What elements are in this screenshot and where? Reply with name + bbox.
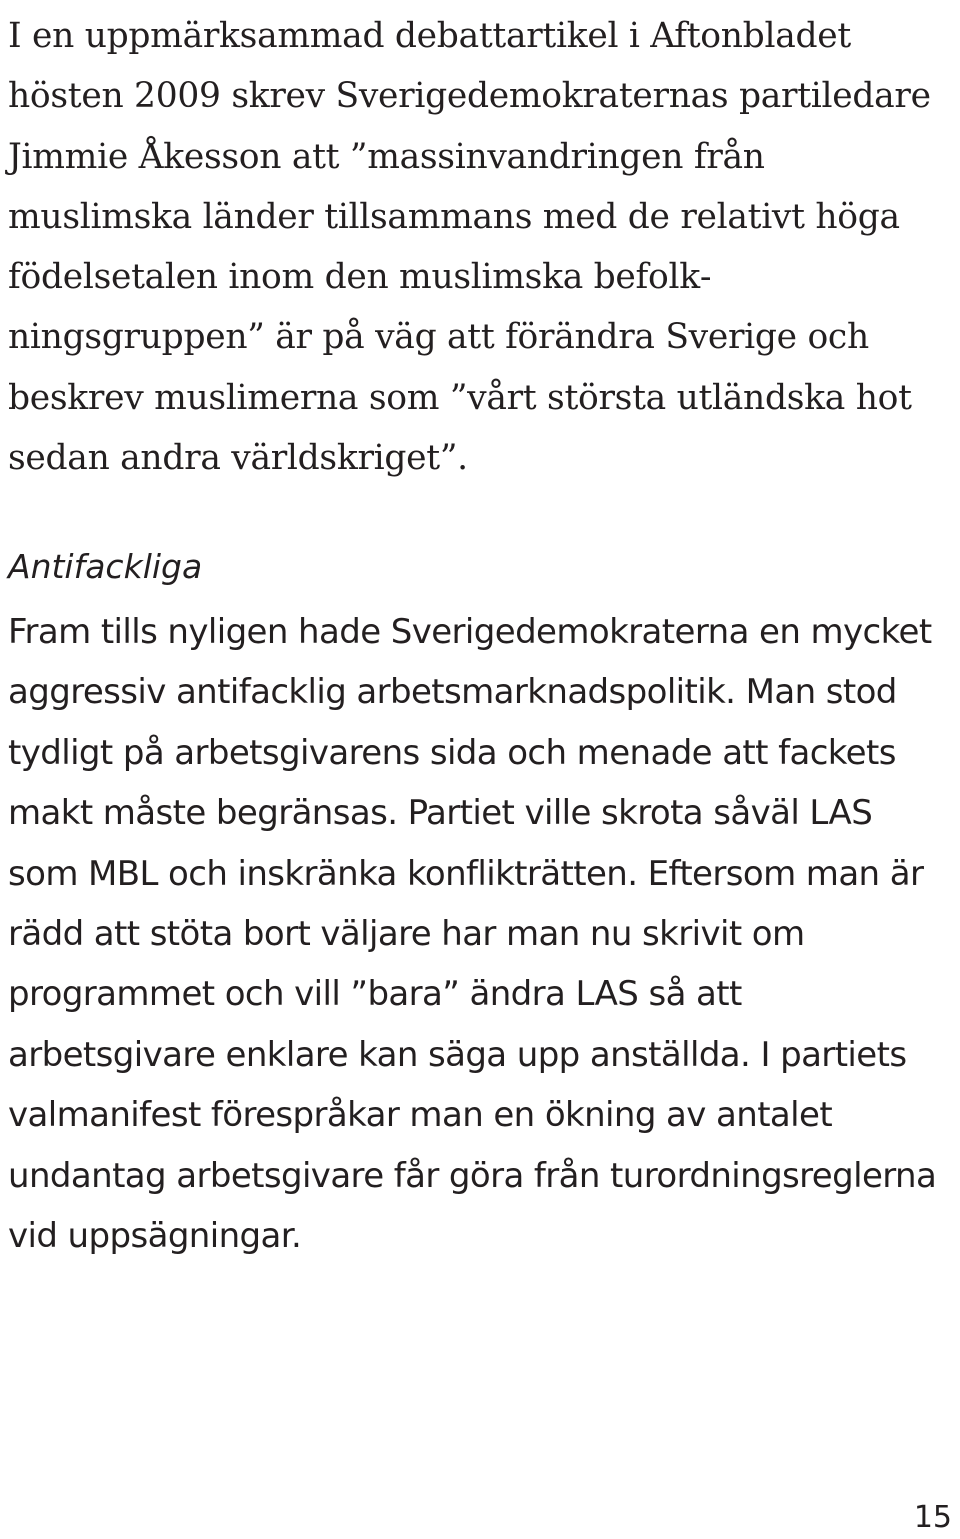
section-heading: Antifackliga (8, 547, 203, 586)
intro-paragraph: I en uppmärksammad debattartikel i Aftonbladet hösten 2009 skrev Sverigedemokraternas partiledare Jimmie Åkesson att ”massinvandringen från muslimska länder tillsammans med de relativt höga födelsetalen inom den muslimska befolkningsgruppen” är på väg att förändra Sverige och beskrev muslimerna som ”vårt största utländska hot sedan andra världskriget”. (8, 16, 931, 479)
body-paragraph: Fram tills nyligen hade Sverigedemokraterna en mycket aggressiv antifacklig arbetsmarknadspolitik. Man stod tydligt på arbetsgivarens sida och menade att fackets makt måste begränsas. Partiet ville skrota såväl LAS som MBL och inskränka konflikträtten. Eftersom man är rädd att stöta bort väljare har man nu skrivit om programmet och vill ”bara” ändra LAS så att arbetsgivare enklare kan säga upp anställda. I partiets valmanifest förespråkar man en ökning av antalet undantag arbetsgivare får göra från turordningsreglerna vid uppsägningar. (8, 612, 937, 1257)
page-number: 15 (913, 1500, 952, 1535)
